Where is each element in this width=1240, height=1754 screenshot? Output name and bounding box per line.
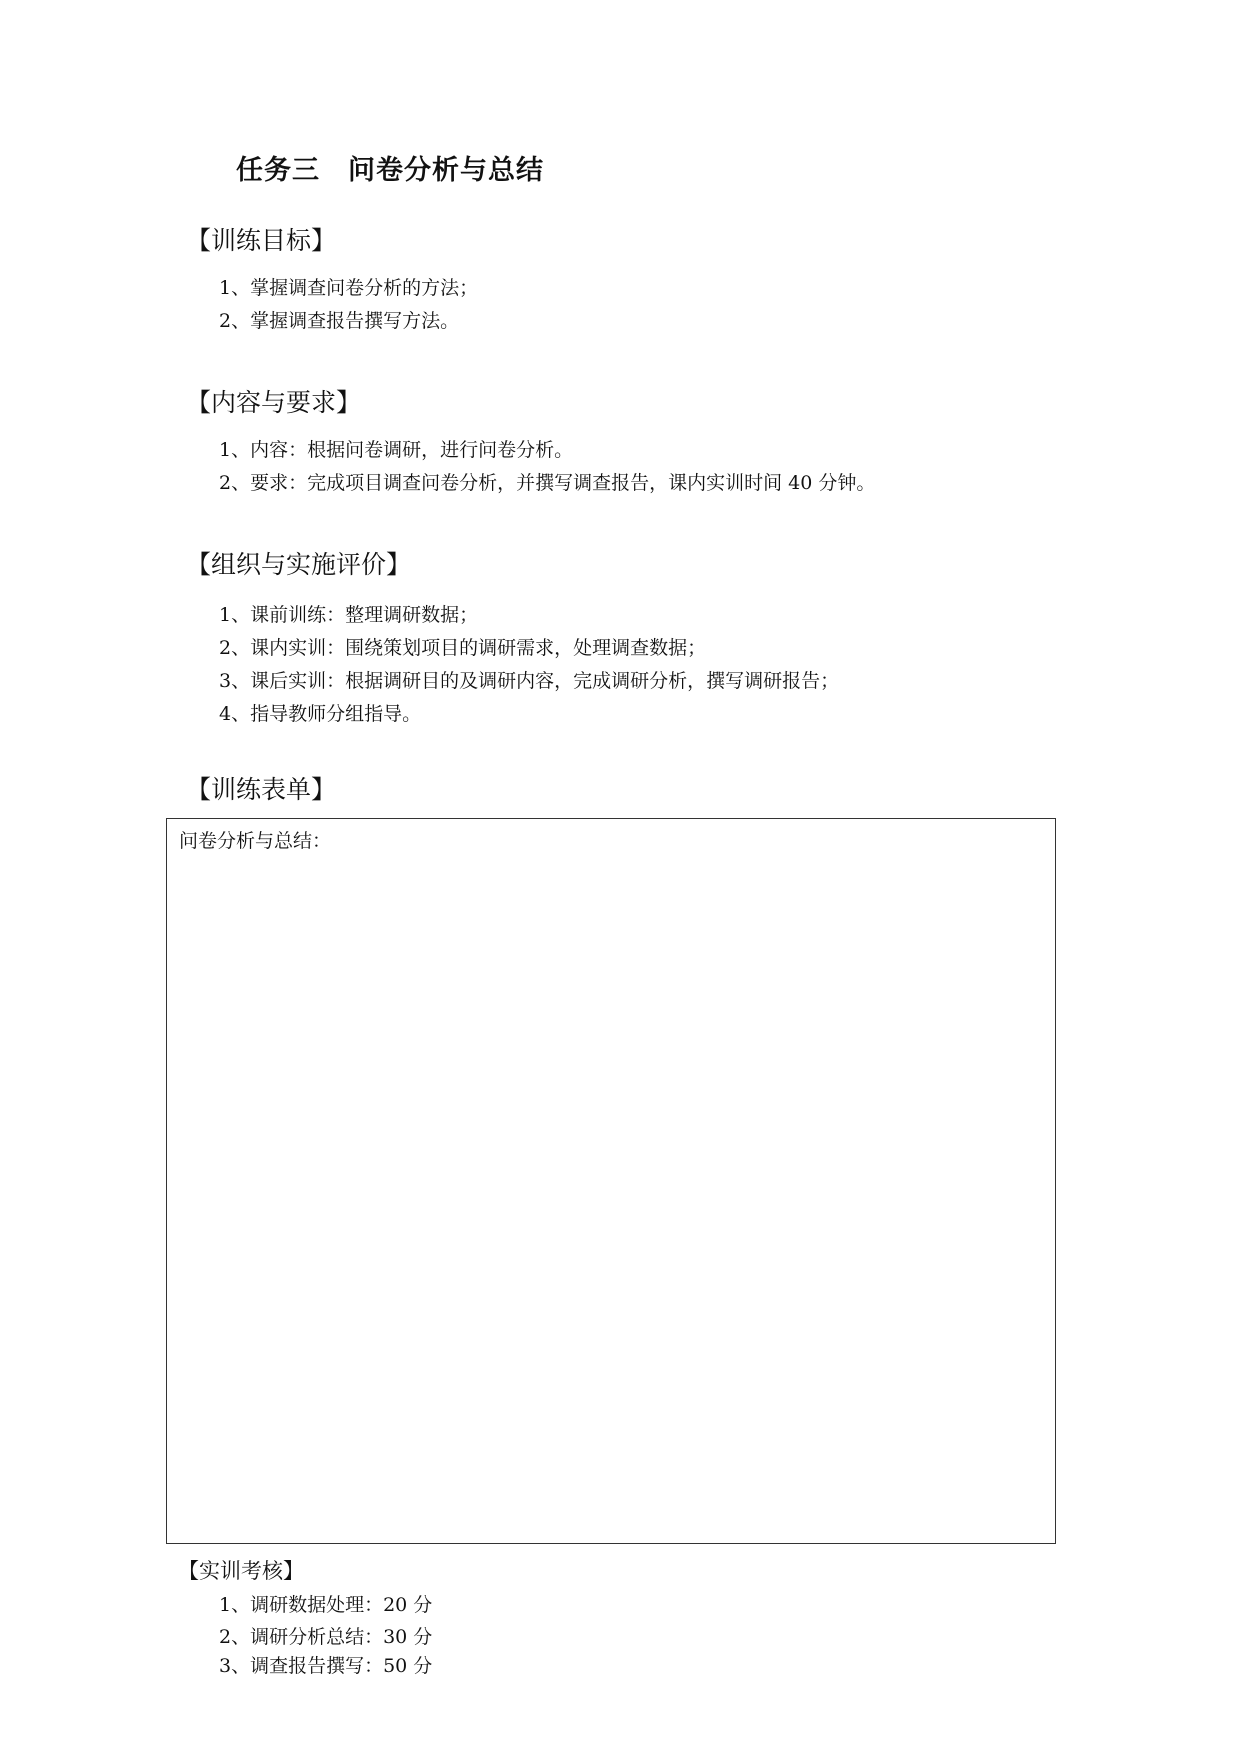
content-requirement-item-2: 2、要求：完成项目调查问卷分析，并撰写调查报告，课内实训时间 40 分钟。 xyxy=(219,472,876,494)
organization-item-4: 4、指导教师分组指导。 xyxy=(219,703,422,725)
assessment-item-3: 3、调查报告撰写：50 分 xyxy=(219,1655,433,1677)
content-requirement-item-1: 1、内容：根据问卷调研，进行问卷分析。 xyxy=(219,439,574,461)
assessment-item-2: 2、调研分析总结：30 分 xyxy=(219,1626,433,1648)
organization-evaluation-heading: 【组织与实施评价】 xyxy=(186,550,412,579)
training-goal-item-2: 2、掌握调查报告撰写方法。 xyxy=(219,310,460,332)
form-box-label: 问卷分析与总结： xyxy=(179,830,332,852)
training-goal-item-1: 1、掌握调查问卷分析的方法； xyxy=(219,277,479,299)
training-goals-heading: 【训练目标】 xyxy=(186,226,337,255)
page-title: 任务三 问卷分析与总结 xyxy=(236,155,544,186)
organization-item-3: 3、课后实训：根据调研目的及调研内容，完成调研分析，撰写调研报告； xyxy=(219,670,840,692)
training-form-heading: 【训练表单】 xyxy=(186,775,337,804)
organization-item-2: 2、课内实训：围绕策划项目的调研需求，处理调查数据； xyxy=(219,637,707,659)
content-requirements-heading: 【内容与要求】 xyxy=(186,388,362,417)
assessment-heading: 【实训考核】 xyxy=(178,1559,304,1583)
assessment-item-1: 1、调研数据处理：20 分 xyxy=(219,1594,433,1616)
training-form-box[interactable] xyxy=(166,818,1056,1544)
organization-item-1: 1、课前训练：整理调研数据； xyxy=(219,604,479,626)
